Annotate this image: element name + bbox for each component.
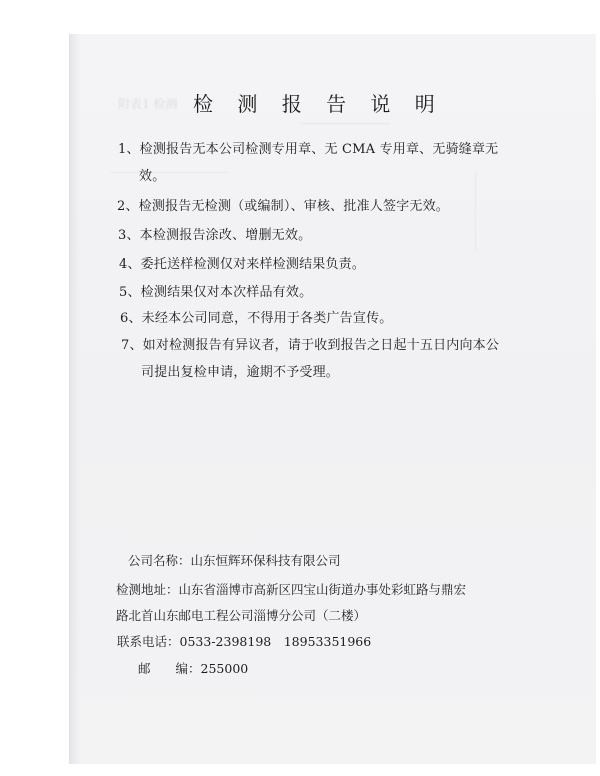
- notice-item-7: 7、如对检测报告有异议者，请于收到报告之日起十五日内向本公: [121, 338, 500, 353]
- notice-item-1-continued: 效。: [139, 169, 166, 184]
- document-title: 检 测 报 告 说 明: [193, 92, 444, 116]
- phone-label: 联系电话：: [117, 634, 180, 649]
- company-name-value: 山东恒辉环保科技有限公司: [190, 553, 341, 568]
- notice-item-1: 1、检测报告无本公司检测专用章、无 CMA 专用章、无骑缝章无: [118, 142, 499, 157]
- notice-item-2: 2、检测报告无检测（或编制）、审核、批准人签字无效。: [117, 199, 449, 214]
- company-name-row: [128, 551, 341, 569]
- notice-item-3: 3、本检测报告涂改、增删无效。: [118, 228, 312, 243]
- phone-value: 0533-2398198 18953351966: [179, 634, 372, 649]
- address-label: 检测地址：: [116, 582, 179, 597]
- notice-item-5: 5、检测结果仅对本次样品有效。: [119, 285, 313, 300]
- postcode-label: 邮 编：: [138, 661, 201, 676]
- postcode-row: [138, 659, 248, 677]
- notice-item-6: 6、未经本公司同意，不得用于各类广告宣传。: [120, 311, 393, 326]
- phone-row: [117, 632, 371, 650]
- notice-item-4: 4、委托送样检测仅对来样检测结果负责。: [119, 257, 366, 272]
- postcode-value: 255000: [200, 661, 249, 676]
- address-value-line1: 山东省淄博市高新区四宝山街道办事处彩虹路与鼎宏: [178, 582, 467, 597]
- notice-item-7-continued: 司提出复检申请，逾期不予受理。: [141, 365, 340, 380]
- address-value-line2: 路北首山东邮电工程公司淄博分公司（二楼）: [116, 608, 367, 623]
- address-row: [116, 580, 466, 598]
- faint-bleed-through-text: 附表1 检测: [118, 97, 178, 111]
- company-name-label: 公司名称：: [128, 553, 191, 568]
